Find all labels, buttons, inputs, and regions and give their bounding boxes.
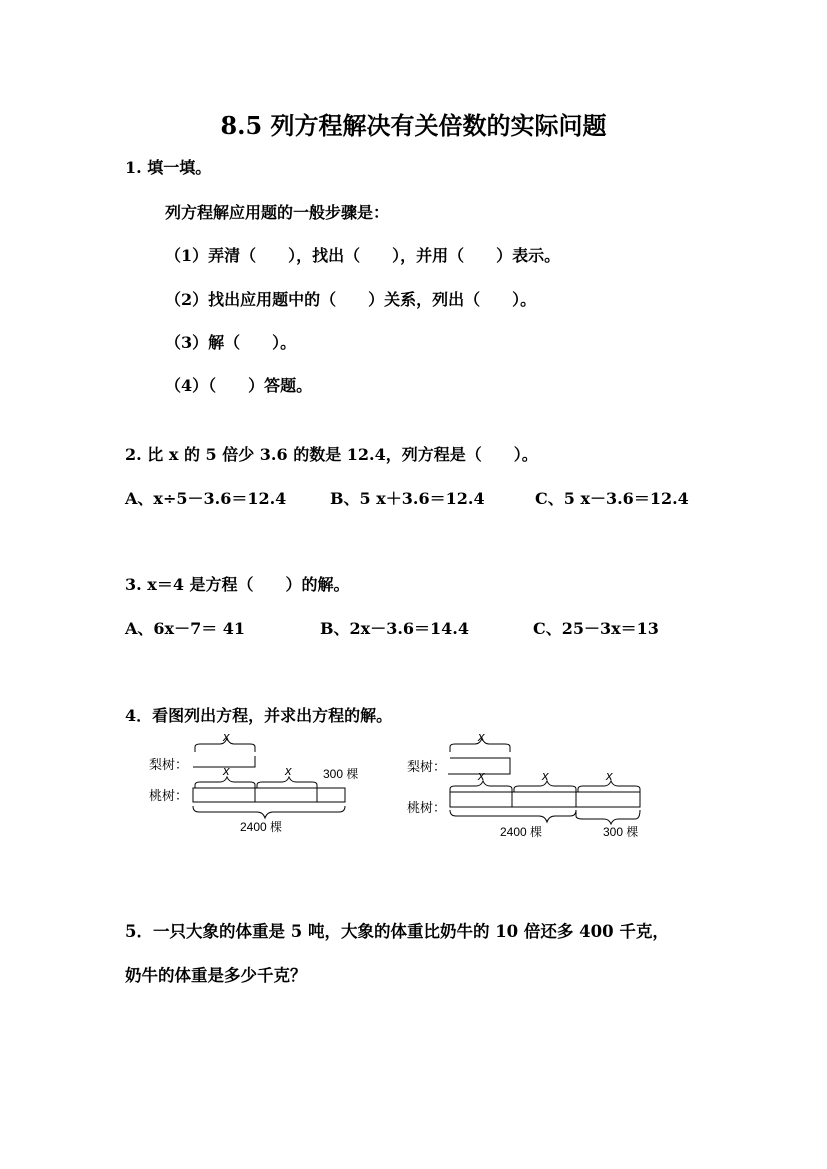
diagram-right-x0: x xyxy=(478,730,485,744)
q3-stem: 3. x＝4 是方程（ ）的解。 xyxy=(125,575,350,594)
diagram-right-x2: x xyxy=(542,768,549,783)
diagram-left-x1: x xyxy=(223,730,230,744)
q1-intro: 列方程解应用题的一般步骤是： xyxy=(165,203,390,222)
diagram-left-pear-label: 梨树： xyxy=(149,757,189,772)
q1-step-1: （1）弄清（ ），找出（ ），并用（ ）表示。 xyxy=(165,246,561,265)
q1-step-2: （2）找出应用题中的（ ）关系，列出（ ）。 xyxy=(165,290,537,309)
diagram-left-extra: 300 棵 xyxy=(323,767,359,781)
diagram-right xyxy=(405,730,665,845)
q2-option-a: A、x÷5－3.6＝12.4 xyxy=(125,489,287,508)
diagram-right-pear-label: 梨树： xyxy=(407,759,447,774)
q1-step-4: （4）（ ）答题。 xyxy=(165,376,313,395)
q4-stem: 4．看图列出方程，并求出方程的解。 xyxy=(125,706,393,725)
diagram-left-x3: x xyxy=(285,763,292,778)
diagram-left-total: 2400 棵 xyxy=(240,820,283,834)
diagram-left xyxy=(145,730,385,840)
q3-option-a: A、6x－7＝ 41 xyxy=(125,619,246,638)
q3-option-c: C、25－3x＝13 xyxy=(533,619,659,638)
q5-line-1: 5．一只大象的体重是 5 吨，大象的体重比奶牛的 10 倍还多 400 千克， xyxy=(125,922,669,941)
page-title: 8.5 列方程解决有关倍数的实际问题 xyxy=(220,111,607,140)
q2-stem: 2. 比 x 的 5 倍少 3.6 的数是 12.4，列方程是（ ）。 xyxy=(125,445,538,464)
diagram-right-total: 2400 棵 xyxy=(500,825,543,839)
q5-line-2: 奶牛的体重是多少千克？ xyxy=(125,966,307,985)
q2-option-c: C、5 x－3.6＝12.4 xyxy=(535,489,689,508)
diagram-right-peach-label: 桃树： xyxy=(407,800,447,815)
q2-option-b: B、5 x＋3.6＝12.4 xyxy=(330,489,485,508)
q1-heading: 1. 填一填。 xyxy=(125,158,212,177)
diagram-right-x3: x xyxy=(606,768,613,783)
q1-step-3: （3）解（ ）。 xyxy=(165,333,297,352)
diagram-left-peach-label: 桃树： xyxy=(149,788,189,803)
q3-option-b: B、2x－3.6＝14.4 xyxy=(320,619,470,638)
diagram-left-x2: x xyxy=(223,763,230,778)
diagram-right-extra: 300 棵 xyxy=(603,825,639,839)
diagram-right-x1: x xyxy=(478,768,485,783)
